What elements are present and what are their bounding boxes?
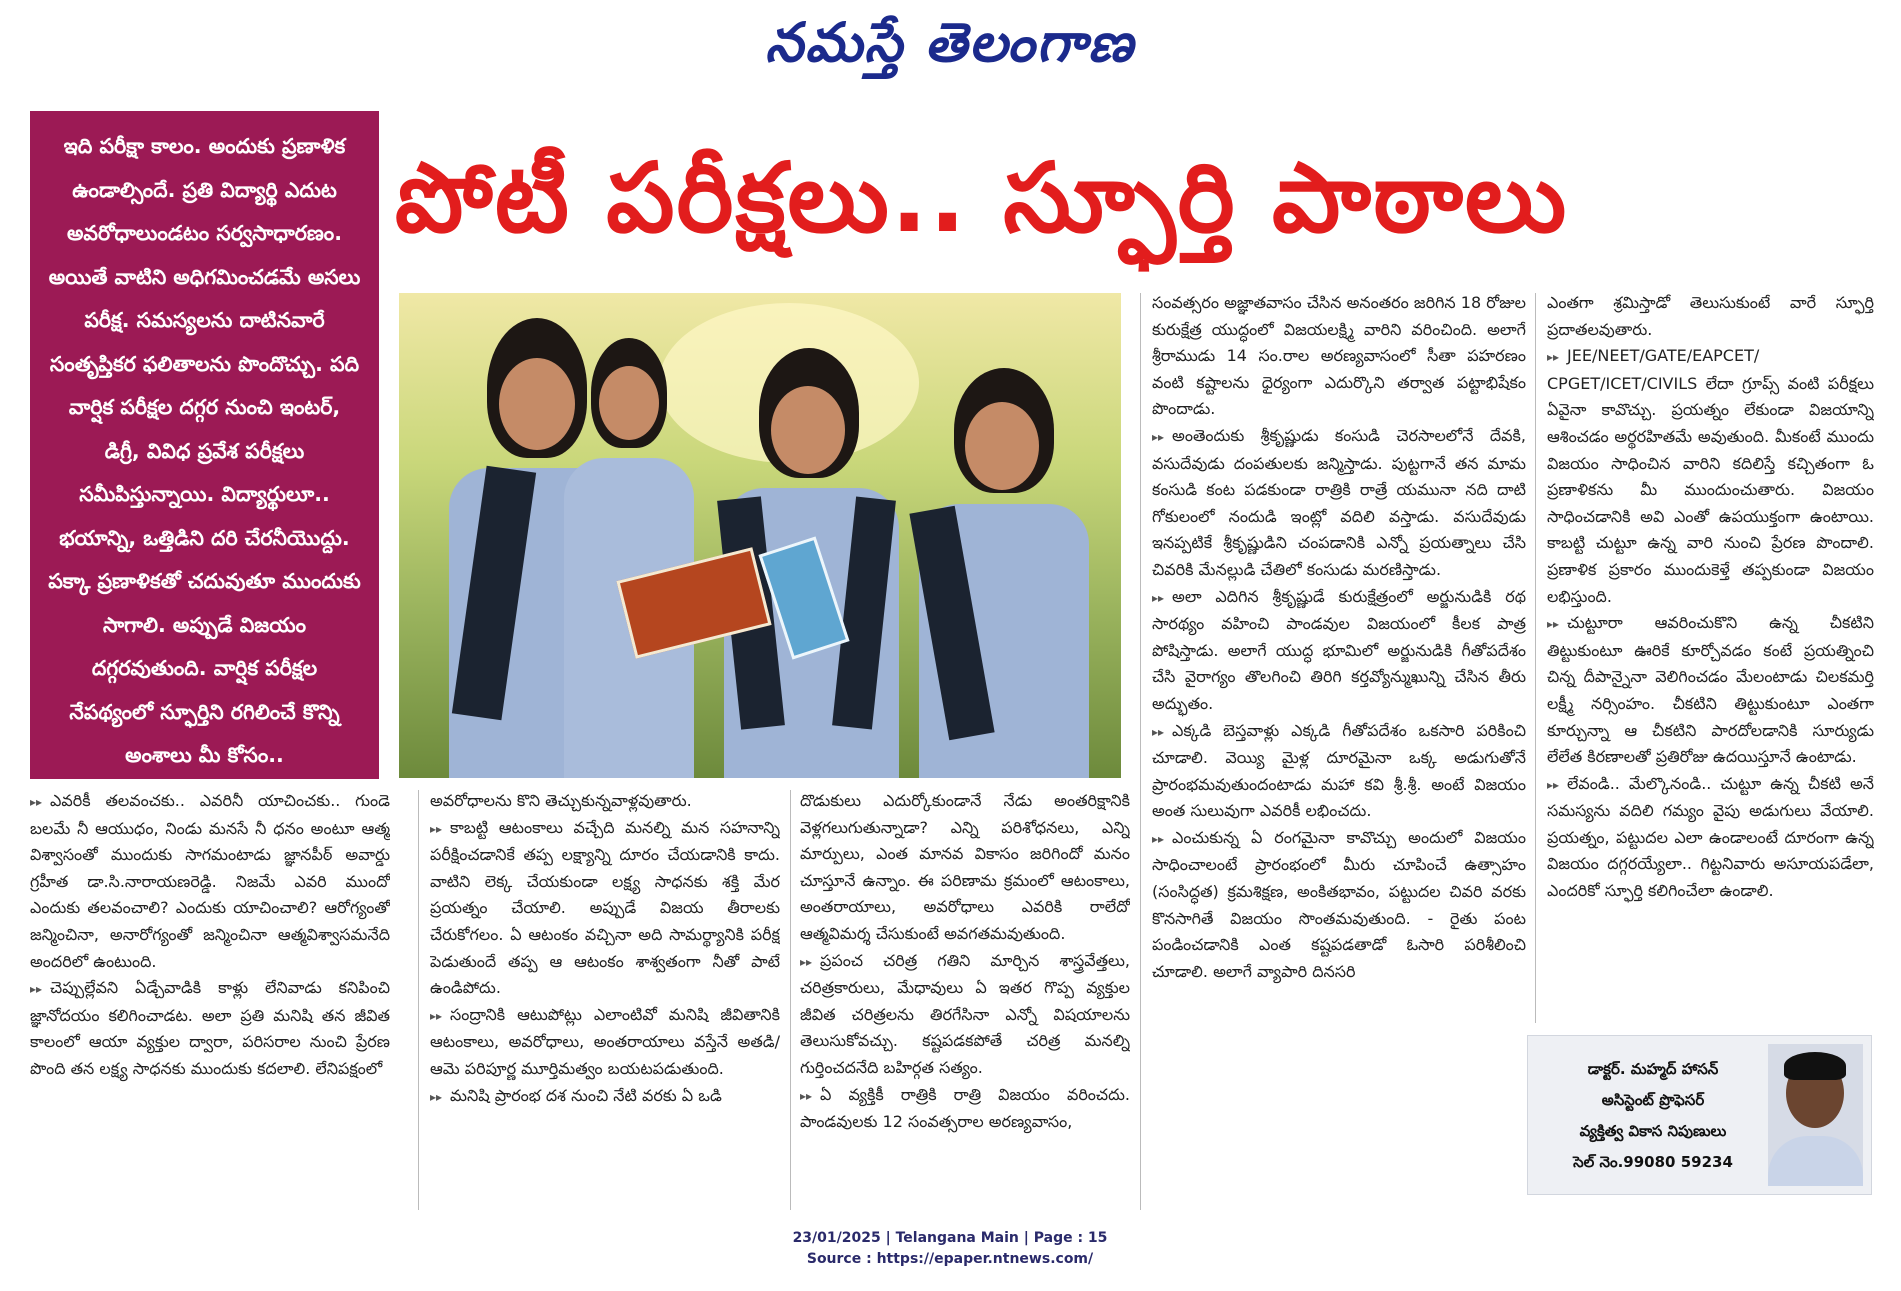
bullet-icon: ▸▸ xyxy=(1152,429,1165,444)
paragraph: ▸▸ ప్రపంచ చరిత్ర గతిని మార్చిన శాస్త్రవేత్తలు, చరిత్రకారులు, మేధావులు ఏ ఇతర గొప్ప వ్యక్తుల జీవిత చరిత్రలను తిరగేసినా ఎన్నో విషయాలను తెలుసుకోవచ్చు. కష్టపడకపోతే చరిత్ర మనల్ని గుర్తించదనేది బహిర్గత సత్యం. xyxy=(800,950,1130,1077)
paragraph: ▸▸ చుట్టూరా ఆవరించుకొని ఉన్న చీకటిని తిట్టుకుంటూ ఊరికే కూర్చోవడం కంటే ప్రయత్నించి చిన్న దీపాన్నైనా వెలిగించడం మేలంటాడు చిలకమర్తి లక్ష్మీ నర్సింహం. చీకటిని తిట్టుకుంటూ ఎంతగా కూర్చున్నా ఆ చీకటిని పారదోలడానికి సూర్యుడు లేలేత కిరణాలతో ప్రతిరోజు ఉదయిస్తూనే ఉంటాడు. xyxy=(1547,613,1874,767)
author-profile xyxy=(1527,1035,1872,1195)
article-column-5 xyxy=(1547,290,1874,1025)
author-field: వ్యక్తిత్వ వికాస నిపుణులు xyxy=(1579,1122,1727,1140)
bullet-icon: ▸▸ xyxy=(1152,831,1165,846)
students-photo xyxy=(399,293,1121,778)
paragraph: ▸▸ సంద్రానికి ఆటుపోట్లు ఎలాంటివో మనిషి జీవితానికి ఆటంకాలు, అవరోధాలు, అంతరాయాలు వస్తేనే అతడి/ఆమె పరిపూర్ణ మూర్తిమత్వం బయటపడుతుంది. xyxy=(430,1004,780,1078)
bullet-icon: ▸▸ xyxy=(1547,777,1560,792)
intro-box xyxy=(30,111,379,779)
paragraph: ▸▸ JEE/NEET/GATE/EAPCET/ CPGET/ICET/CIVILS లేదా గ్రూప్స్ వంటి పరీక్షలు ఏవైనా కావొచ్చు. ప్రయత్నం లేకుండా విజయాన్ని ఆశించడం అర్థరహితమే అవుతుంది. మీకంటే ముందు విజయం సాధించిన వారిని కదిలిస్తే కచ్చితంగా ఓ ప్రణాళికను మీ ముందుంచుతారు. విజయం సాధించడానికి అవి ఎంతో ఉపయుక్తంగా ఉంటాయి. కాబట్టి చుట్టూ ఉన్న వారి నుంచి ప్రేరణ పొందాలి. ప్రణాళిక ప్రకారం ముందుకెళ్తే తప్పకుండా విజయం లభిస్తుంది. xyxy=(1547,346,1874,606)
paragraph: ▸▸ ఎవరికీ తలవంచకు.. ఎవరినీ యాచించకు.. గుండె బలమే నీ ఆయుధం, నిండు మనసే నీ ధనం అంటూ ఆత్మ విశ్వాసంతో ముందుకు సాగమంటాడు జ్ఞానపీఠ్ అవార్డు గ్రహీత డా.సి.నారాయణరెడ్డి. నిజమే ఎవరి ముందో ఎందుకు తలవంచాలి? ఎందుకు యాచించాలి? ఆరోగ్యంతో జన్మించినా, అనారోగ్యంతో జన్మించినా ఆత్మవిశ్వాసమనేది అందరిలో ఉంటుంది. xyxy=(30,791,390,971)
bullet-icon: ▸▸ xyxy=(800,954,813,969)
masthead-logo: నమస్తే తెలంగాణ xyxy=(765,10,1135,74)
bullet-icon: ▸▸ xyxy=(30,795,43,809)
article-column-4 xyxy=(1152,290,1526,1210)
paragraph: దొడుకులు ఎదుర్కోకుండానే నేడు అంతరిక్షానికి వెళ్లగలుగుతున్నాడా? ఎన్ని పరిశోధనలు, ఎన్ని మార్పులు, ఎంత మానవ వికాసం జరిగిందో మనం చూస్తూనే ఉన్నాం. ఈ పరిణామ క్రమంలో ఆటంకాలు, అంతరాయాలు, అవరోధాలు ఎవరికి రాలేదో ఆత్మవిమర్శ చేసుకుంటే అవగతమవుతుంది. xyxy=(800,791,1130,943)
author-designation: అసిస్టెంట్ ప్రొఫెసర్ xyxy=(1601,1091,1705,1109)
bullet-icon: ▸▸ xyxy=(800,1088,813,1103)
paragraph: అవరోధాలను కొని తెచ్చుకున్నవాళ్లవుతారు. xyxy=(430,791,692,810)
paragraph: ఎంతగా శ్రమిస్తాడో తెలుసుకుంటే వారే స్ఫూర్తి ప్రదాతలవుతారు. xyxy=(1547,293,1874,339)
paragraph: ▸▸ ఎక్కడి బెస్తవాళ్లు ఎక్కడి గీతోపదేశం ఒకసారి పరికించి చూడాలి. వెయ్యి మైళ్ల దూరమైనా ఒక్క అడుగుతోనే ప్రారంభమవుతుందంటాడు మహా కవి శ్రీ.శ్రీ. అంటే విజయం అంత సులువుగా ఎవరికీ లభించదు. xyxy=(1152,720,1526,821)
paragraph: ▸▸ చెప్పుల్లేవని ఏడ్చేవాడికి కాళ్లు లేనివాడు కనిపించి జ్ఞానోదయం కలిగించాడట. అలా ప్రతి మనిషి తన జీవిత కాలంలో ఆయా వ్యక్తుల ద్వారా, పరిసరాల నుంచి ప్రేరణ పొంది తన లక్ష్య సాధనకు ముందుకు కదలాలి. లేనిపక్షంలో xyxy=(30,978,390,1078)
page-footer xyxy=(650,1228,1250,1270)
bullet-icon: ▸▸ xyxy=(1152,724,1165,739)
intro-text: ఇది పరీక్షా కాలం. అందుకు ప్రణాళిక ఉండాల్సిందే. ప్రతి విద్యార్థి ఎదుట అవరోధాలుండటం సర్వసాధారణం. అయితే వాటిని అధిగమించడమే అసలు పరీక్ష. సమస్యలను దాటినవారే సంతృప్తికర ఫలితాలను పొందొచ్చు. పది వార్షిక పరీక్షల దగ్గర నుంచి ఇంటర్, డిగ్రీ, వివిధ ప్రవేశ పరీక్షలు సమీపిస్తున్నాయి. విద్యార్థులూ.. భయాన్ని, ఒత్తిడిని దరి చేరనీయొద్దు. పక్కా ప్రణాళికతో చదువుతూ ముందుకు సాగాలి. అప్పుడే విజయం దగ్గరవుతుంది. వార్షిక పరీక్షల నేపథ్యంలో స్ఫూర్తిని రగిలించే కొన్ని అంశాలు మీ కోసం.. xyxy=(48,134,361,767)
headline: పోటీ పరీక్షలు.. స్ఫూర్తి పాఠాలు xyxy=(395,142,1569,254)
bullet-icon: ▸▸ xyxy=(1547,350,1560,365)
author-phone: సెల్ నెం.99080 59234 xyxy=(1573,1153,1733,1171)
author-name: డాక్టర్. మహ్మద్ హాసన్ xyxy=(1587,1060,1719,1078)
bullet-icon: ▸▸ xyxy=(1547,617,1560,632)
paragraph: ▸▸ అలా ఎదిగిన శ్రీకృష్ణుడే కురుక్షేత్రంలో అర్జునుడికి రథ సారథ్యం వహించి పాండవుల విజయంలో కీలక పాత్ర పోషిస్తాడు. అలాగే యుద్ధ భూమిలో అర్జునుడికి గీతోపదేశం చేసి వైరాగ్యం తొలగించి తిరిగి కర్తవ్యోన్ముఖున్ని చేసిన తీరు అద్భుతం. xyxy=(1152,586,1526,713)
paragraph: సంవత్సరం అజ్ఞాతవాసం చేసిన అనంతరం జరిగిన 18 రోజుల కురుక్షేత్ర యుద్ధంలో విజయలక్ష్మి వారిని వరించింది. అలాగే శ్రీరాముడు 14 సం.రాల అరణ్యవాసంలో సీతా పహరణం వంటి కష్టాలను ధైర్యంగా ఎదుర్కొని తర్వాత పట్టాభిషేకం పొందాడు. xyxy=(1152,293,1526,419)
bullet-icon: ▸▸ xyxy=(430,821,443,836)
paragraph: ▸▸ ఏ వ్యక్తికీ రాత్రికి రాత్రి విజయం వరించదు. పాండవులకు 12 సంవత్సరాల అరణ్యవాసం, xyxy=(800,1084,1130,1132)
author-photo xyxy=(1768,1044,1863,1186)
article-column-3 xyxy=(800,788,1130,1210)
paragraph: ▸▸ కాబట్టి ఆటంకాలు వచ్చేది మనల్ని మన సహనాన్ని పరీక్షించడానికే తప్ప లక్ష్యాన్ని దూరం చేయడానికి కాదు. వాటిని లెక్క చేయకుండా లక్ష్య సాధనకు శక్తి మేర ప్రయత్నం చేయాలి. అప్పుడే విజయ తీరాలకు చేరుకోగలం. ఏ ఆటంకం వచ్చినా అది సామర్థ్యానికి పరీక్ష పెడుతుందే తప్ప ఆ ఆటంకం శాశ్వతంగా నీతో పాటే ఉండిపోదు. xyxy=(430,817,780,998)
article-column-2 xyxy=(430,788,780,1210)
bullet-icon: ▸▸ xyxy=(430,1089,443,1104)
paragraph: ▸▸ మనిషి ప్రారంభ దశ నుంచి నేటి వరకు ఏ ఒడి xyxy=(430,1085,722,1105)
footer-source-link[interactable]: Source : https://epaper.ntnews.com/ xyxy=(806,1251,1094,1267)
student-figure xyxy=(899,368,1109,778)
paragraph: ▸▸ అంతెందుకు శ్రీకృష్ణుడు కంసుడి చెరసాలలోనే దేవకి, వసుదేవుడు దంపతులకు జన్మిస్తాడు. పుట్టగానే తన మామ కంసుడి కంట పడకుండా రాత్రికి రాత్రే యమునా నది దాటి గోకులంలో నందుడి ఇంట్లో వదిలి వస్తాడు. వసుదేవుడు ఇనప్పటికే శ్రీకృష్ణుడిని చంపడానికి ఎన్నో ప్రయత్నాలు చేసి చివరికి మేనల్లుడి చేతిలో కంసుడు మరణిస్తాడు. xyxy=(1152,425,1526,579)
bullet-icon: ▸▸ xyxy=(1152,590,1165,605)
student-figure xyxy=(549,338,709,778)
bullet-icon: ▸▸ xyxy=(430,1008,443,1023)
bullet-icon: ▸▸ xyxy=(30,982,43,997)
footer-date-edition: 23/01/2025 | Telangana Main | Page : 15 xyxy=(792,1230,1108,1246)
paragraph: ▸▸ ఎంచుకున్న ఏ రంగమైనా కావొచ్చు అందులో విజయం సాధించాలంటే ప్రారంభంలో మీరు చూపించే ఉత్సాహం (సంసిద్ధత) క్రమశిక్షణ, అంకితభావం, పట్టుదల చివరి వరకు కొనసాగితే విజయం సొంతమవుతుంది. - రైతు పంట పండించడానికి ఎంత కష్టపడతాడో ఓసారి పరిశీలించి చూడాలి. అలాగే వ్యాపారి దినసరి xyxy=(1152,827,1526,981)
paragraph: ▸▸ లేవండి.. మేల్కొనండి.. చుట్టూ ఉన్న చీకటి అనే సమస్యను వదిలి గమ్యం వైపు అడుగులు వేయాలి. ప్రయత్నం, పట్టుదల ఎలా ఉండాలంటే దూరంగా ఉన్న విజయం దగ్గరయ్యేలా.. గిట్టనివారు అసూయపడేలా, ఎందరికో స్ఫూర్తి కలిగించేలా ఉండాలి. xyxy=(1547,773,1874,901)
article-column-1 xyxy=(30,788,390,1210)
